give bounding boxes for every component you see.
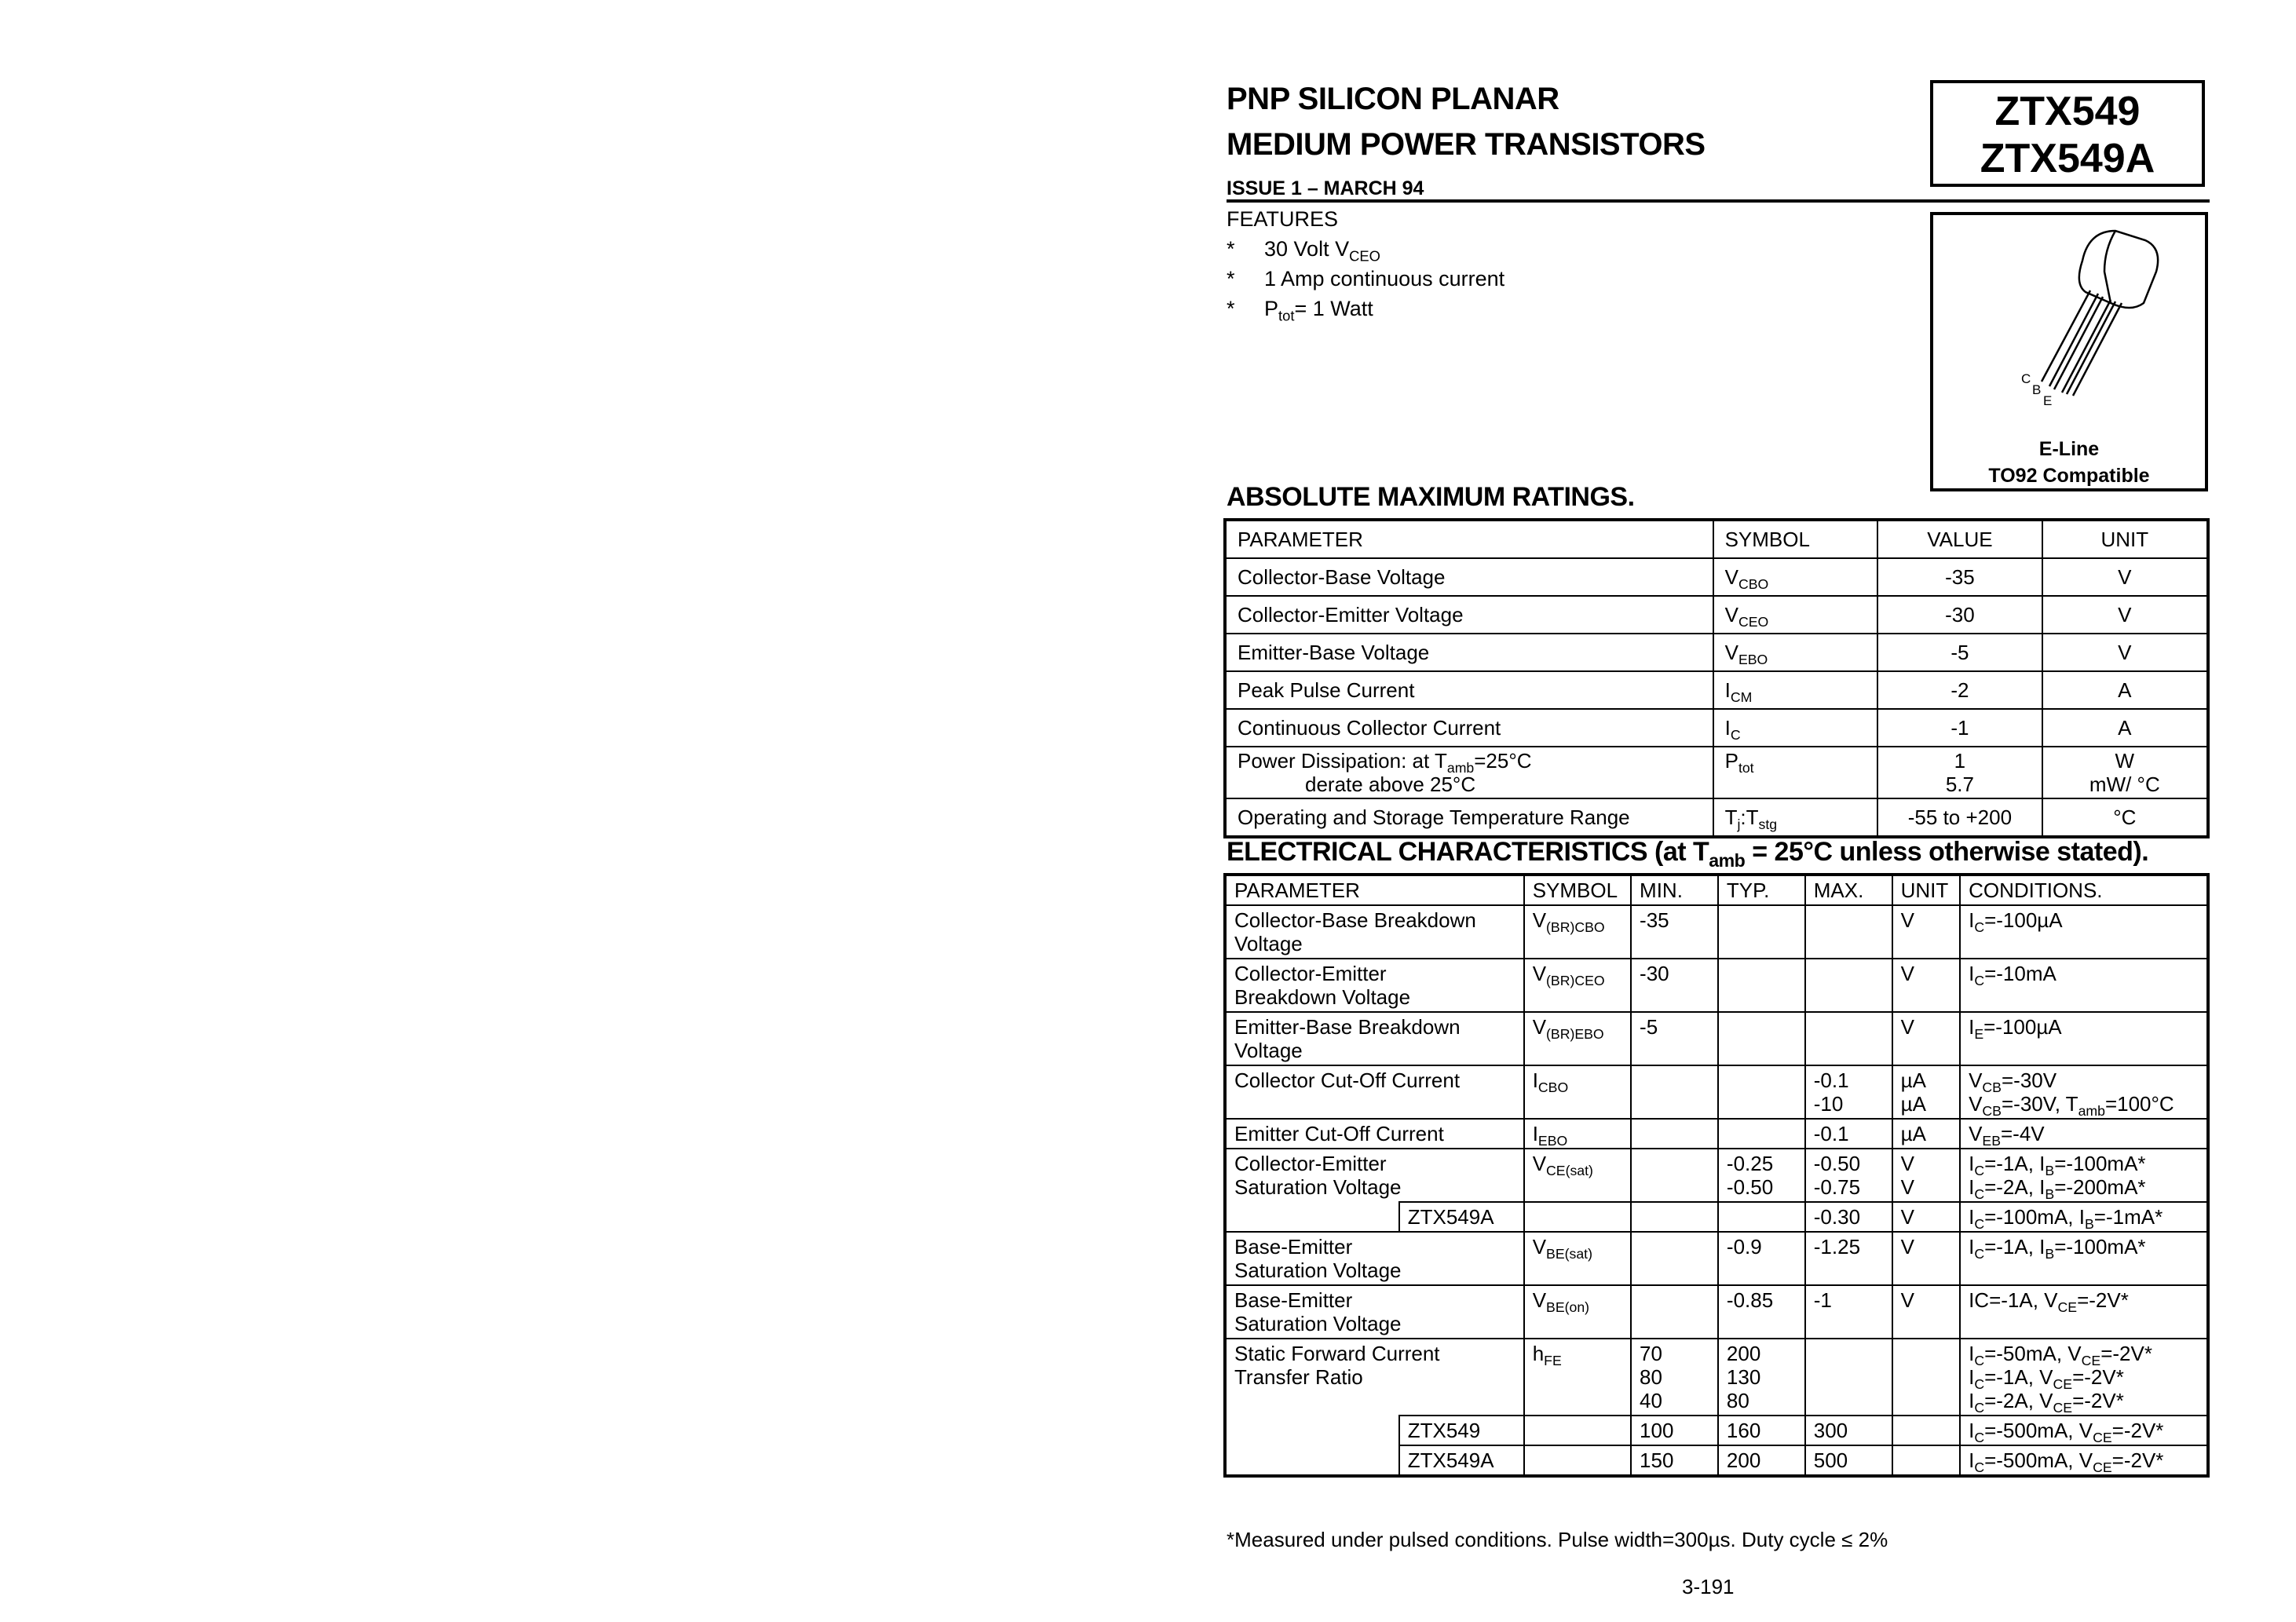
package-compat: TO92 Compatible (1988, 465, 2150, 487)
package-name: E-Line (2038, 438, 2100, 460)
table-row: Peak Pulse Current $I_{CM}$ -2 A (1225, 671, 2208, 709)
features-heading: FEATURES (1227, 207, 1339, 231)
features-list (1227, 204, 1504, 323)
table-row: Operating and Storage Temperature Range $T_j:T_{stg}$ -55 to +200 °C (1225, 798, 2208, 837)
table-row: Emitter-Base Voltage $V_{EBO}$ -5 V (1225, 634, 2208, 671)
title-line-2: MEDIUM POWER TRANSISTORS (1227, 127, 1706, 162)
issue-date: ISSUE 1 – MARCH 94 (1227, 177, 1424, 199)
part-number-1: ZTX549 (1994, 89, 2141, 134)
table-row: Collector-Base Voltage $V_{CBO}$ -35 V (1225, 558, 2208, 596)
header-rule (1227, 199, 2210, 203)
table-row: Base-Emitter Saturation Voltage $V_{BE(on)}$ -0.85 -1 V IC=-1A, $V_{CE}=-2V*$ (1225, 1285, 2208, 1339)
table-row: Collector-Emitter Voltage $V_{CEO}$ -30 V (1225, 596, 2208, 634)
part-number-box (1930, 80, 2205, 187)
table-row: Continuous Collector Current $I_C$ -1 A (1225, 709, 2208, 747)
pin-c-label: C (2021, 371, 2031, 386)
table-row: ZTX549A 150 200 500 $I_C=-500mA$, $V_{CE}=-2V*$ (1225, 1445, 2208, 1476)
part-number-2: ZTX549A (1980, 136, 2155, 181)
table-row: Collector Cut-Off Current $I_{CBO}$ -0.1 -10 µA µA $V_{CB}=-30V$ $V_{CB}=-30V$, $T_{amb}=100^\circ C$ (1225, 1065, 2208, 1119)
table-row: ZTX549 100 160 300 $I_C=-500mA$, $V_{CE}=-2V*$ (1225, 1416, 2208, 1445)
table-row: ZTX549A -0.30 V $I_C=-100mA$, $I_B=-1mA*$ (1225, 1202, 2208, 1232)
amr-table (1223, 518, 2210, 838)
pin-e-label: E (2043, 393, 2053, 408)
feature-item: * 1 Amp continuous current (1227, 267, 1505, 290)
feature-item: * 30 Volt $V_{CEO}$ (1227, 237, 1380, 265)
title-line-1: PNP SILICON PLANAR (1227, 82, 1559, 116)
table-row: Base-Emitter Saturation Voltage $V_{BE(sat)}$ -0.9 -1.25 V $I_C=-1A$, $I_B=-100mA*$ (1225, 1232, 2208, 1285)
table-header-row: PARAMETER SYMBOL MIN. TYP. MAX. UNIT CONDITIONS. (1225, 875, 2208, 905)
table-row: Collector-Base Breakdown Voltage $V_{(BR)CBO}$ -35 V $I_C=-100\mu A$ (1225, 905, 2208, 959)
page-number: 3-191 (1682, 1575, 1735, 1598)
ec-title: ELECTRICAL CHARACTERISTICS (at $T_{amb} = 25^\circ C$ unless otherwise stated). (1227, 837, 2149, 871)
transistor-package-drawing (1933, 215, 2205, 451)
table-row: Collector-Emitter Saturation Voltage $V_{CE(sat)}$ -0.25 -0.50 -0.50 -0.75 V V $I_C=-1A$, $I_B=-100mA*$ $I_C=-2A$, $I_B=-200mA*$ (1225, 1149, 2208, 1202)
table-row: Static Forward Current Transfer Ratio $h_{FE}$ 70 80 40 200 130 80 $I_C=-50mA$, $V_{CE}=-2V*$ $I_C=-1A$, $V_{CE}=-2V*$ $I_C=-2A$, $V_{CE}=-2V*$ (1225, 1339, 2208, 1416)
footnote: *Measured under pulsed conditions. Pulse width=300µs. Duty cycle ≤ 2% (1227, 1528, 1888, 1551)
table-header-row: PARAMETER SYMBOL VALUE UNIT (1225, 520, 2208, 558)
package-box (1930, 212, 2208, 491)
table-row: Collector-Emitter Breakdown Voltage $V_{(BR)CEO}$ -30 V $I_C=-10mA$ (1225, 959, 2208, 1012)
amr-title: ABSOLUTE MAXIMUM RATINGS. (1227, 482, 1635, 512)
table-row: Emitter Cut-Off Current $I_{EBO}$ -0.1 µA $V_{EB}=-4V$ (1225, 1119, 2208, 1149)
ec-table (1223, 873, 2210, 1478)
table-row: Power Dissipation: at $T_{amb}=25^\circ C$ derate above 25°C $P_{tot}$ 1 5.7 W mW/ °C (1225, 747, 2208, 798)
feature-item: * $P_{tot}= 1$ Watt (1227, 297, 1373, 324)
table-row: Emitter-Base Breakdown Voltage $V_{(BR)EBO}$ -5 V $I_E=-100\mu A$ (1225, 1012, 2208, 1065)
pin-b-label: B (2032, 382, 2042, 397)
